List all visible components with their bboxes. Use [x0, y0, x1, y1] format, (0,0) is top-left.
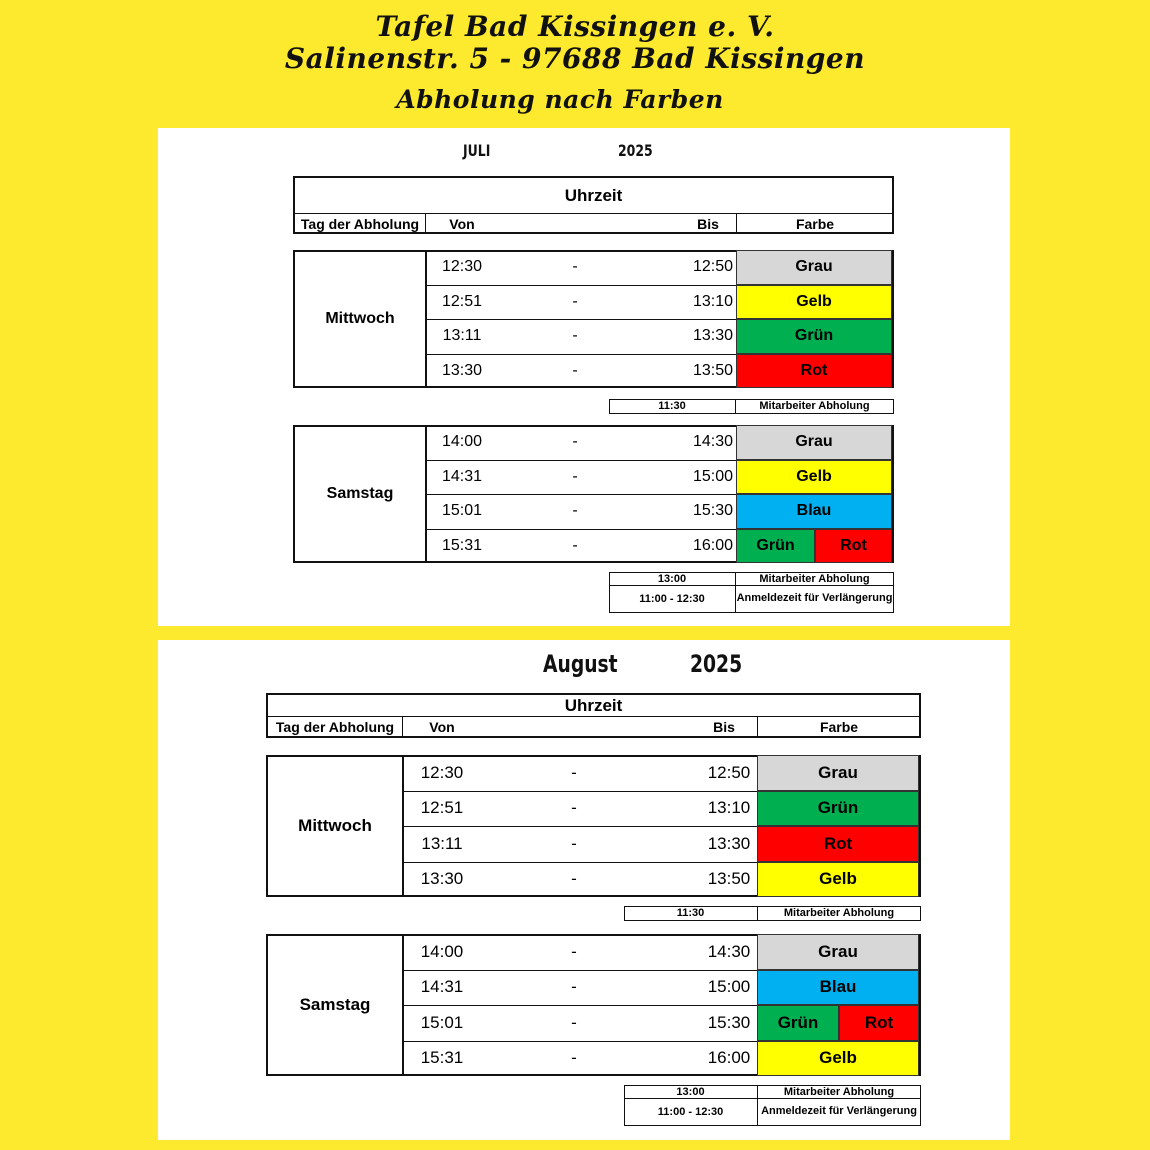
time-to: 13:10	[692, 292, 734, 310]
header-address: Salinenstr. 5 - 97688 Bad Kissingen	[284, 42, 866, 75]
note-time: 13:00	[657, 573, 687, 585]
day-label: Mittwoch	[298, 816, 372, 835]
color-badge: Grau	[736, 250, 892, 285]
time-to: 13:50	[692, 361, 734, 379]
notes-box-1	[609, 572, 894, 613]
time-to: 13:10	[707, 798, 751, 818]
color-badge: Grün	[736, 319, 892, 354]
day-group-1	[293, 425, 894, 563]
col-header-to: Bis	[697, 215, 719, 232]
day-group-1	[266, 934, 921, 1076]
time-separator: -	[571, 1048, 577, 1068]
time-from: 15:31	[441, 536, 483, 554]
time-to: 15:30	[692, 502, 734, 520]
time-separator: -	[571, 798, 577, 818]
color-badge: Grün	[757, 1005, 839, 1041]
note-text: Anmeldezeit für Verlängerung	[761, 1105, 917, 1117]
color-badge: Gelb	[736, 460, 892, 495]
note-text: Anmeldezeit für Verlängerung	[736, 592, 893, 604]
month-year: 2025	[618, 141, 653, 160]
notes-box-1	[624, 1085, 921, 1126]
time-to: 12:50	[707, 762, 751, 782]
header-title: Tafel Bad Kissingen e. V.	[375, 10, 775, 43]
time-to: 15:30	[707, 1012, 751, 1032]
notes-box-0	[624, 906, 921, 921]
note-time: 13:00	[676, 1086, 705, 1098]
color-badge: Grau	[757, 755, 919, 791]
time-separator: -	[572, 502, 578, 520]
time-from: 12:30	[420, 762, 464, 782]
time-to: 15:00	[692, 467, 734, 485]
time-from: 13:11	[421, 833, 463, 853]
color-badge: Grün	[757, 791, 919, 827]
color-badge: Gelb	[757, 862, 919, 898]
time-from: 12:30	[441, 258, 483, 276]
time-separator: -	[572, 258, 578, 276]
time-to: 15:00	[707, 977, 751, 997]
time-from: 13:30	[441, 361, 483, 379]
time-separator: -	[572, 467, 578, 485]
time-from: 13:11	[442, 327, 482, 345]
table-title: Uhrzeit	[564, 695, 623, 715]
note-text: Mitarbeiter Abholung	[783, 1085, 895, 1098]
time-to: 14:30	[707, 941, 751, 961]
col-header-color: Farbe	[795, 215, 835, 232]
color-badge: Blau	[757, 970, 919, 1006]
time-from: 14:31	[441, 467, 483, 485]
col-header-from: Von	[429, 719, 455, 735]
col-header-day: Tag der Abholung	[300, 215, 420, 232]
time-separator: -	[572, 327, 578, 345]
time-from: 15:31	[420, 1048, 464, 1068]
time-separator: -	[572, 361, 578, 379]
time-to: 14:30	[692, 433, 734, 451]
time-to: 16:00	[692, 536, 734, 554]
time-separator: -	[572, 536, 578, 554]
time-to: 13:50	[707, 869, 751, 889]
time-separator: -	[572, 292, 578, 310]
time-from: 14:00	[441, 433, 483, 451]
table-header	[266, 693, 921, 738]
time-separator: -	[572, 433, 578, 451]
day-label: Samstag	[326, 485, 394, 502]
col-header-day: Tag der Abholung	[275, 719, 395, 735]
time-separator: -	[571, 977, 577, 997]
time-separator: -	[571, 1012, 577, 1032]
day-group-0	[293, 250, 894, 388]
col-header-to: Bis	[713, 719, 735, 735]
time-separator: -	[571, 762, 577, 782]
time-to: 12:50	[692, 258, 734, 276]
table-title: Uhrzeit	[564, 185, 623, 205]
time-to: 13:30	[707, 833, 751, 853]
time-separator: -	[571, 833, 577, 853]
time-to: 13:30	[692, 327, 734, 345]
note-time: 11:00 - 12:30	[657, 1105, 724, 1118]
color-badge: Blau	[736, 494, 892, 529]
time-from: 14:31	[420, 977, 464, 997]
day-group-0	[266, 755, 921, 897]
note-time: 11:30	[676, 907, 705, 919]
color-badge: Gelb	[757, 1041, 919, 1077]
day-label: Mittwoch	[325, 310, 395, 327]
schedule-panel-juli	[158, 128, 1010, 626]
time-separator: -	[571, 869, 577, 889]
color-badge: Rot	[815, 529, 892, 564]
col-header-color: Farbe	[819, 719, 859, 735]
month-year: 2025	[690, 650, 743, 678]
color-badge: Rot	[736, 354, 892, 389]
color-badge: Rot	[839, 1005, 919, 1041]
color-badge: Rot	[757, 826, 919, 862]
time-separator: -	[571, 941, 577, 961]
schedule-panel-august	[158, 640, 1010, 1140]
notes-box-0	[609, 399, 894, 414]
month-name: JULI	[463, 141, 491, 160]
note-time: 11:30	[658, 400, 686, 412]
note-text: Mitarbeiter Abholung	[759, 399, 870, 412]
table-header	[293, 176, 894, 234]
day-label: Samstag	[299, 995, 371, 1014]
time-from: 13:30	[420, 869, 464, 889]
time-from: 15:01	[441, 502, 483, 520]
time-from: 15:01	[420, 1012, 464, 1032]
color-badge: Grau	[736, 425, 892, 460]
note-text: Mitarbeiter Abholung	[783, 906, 895, 919]
header-subtitle: Abholung nach Farben	[396, 85, 724, 114]
time-from: 12:51	[420, 798, 464, 818]
month-name: August	[543, 650, 618, 678]
note-time: 11:00 - 12:30	[639, 592, 705, 605]
time-to: 16:00	[707, 1048, 751, 1068]
color-badge: Grün	[736, 529, 815, 564]
note-text: Mitarbeiter Abholung	[759, 572, 870, 585]
col-header-from: Von	[449, 215, 475, 232]
color-badge: Grau	[757, 934, 919, 970]
color-badge: Gelb	[736, 285, 892, 320]
time-from: 12:51	[441, 292, 483, 310]
time-from: 14:00	[420, 941, 464, 961]
